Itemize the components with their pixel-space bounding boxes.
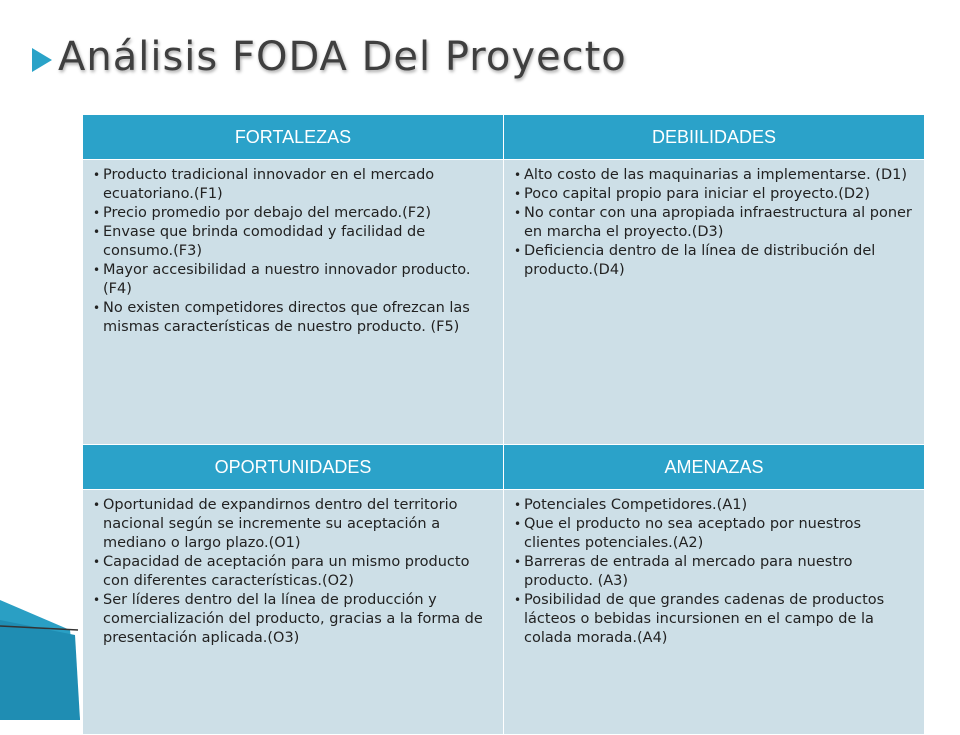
header-oportunidades: OPORTUNIDADES <box>83 445 504 490</box>
page-title: Análisis FODA Del Proyecto <box>58 34 627 80</box>
list-item: • No contar con una apropiada infraestructura al poner en marcha el proyecto.(D3) <box>524 204 916 242</box>
header-debilidades: DEBIILIDADES <box>504 115 925 160</box>
list-item: • Mayor accesibilidad a nuestro innovador producto.(F4) <box>103 261 495 299</box>
list-item: • Oportunidad de expandirnos dentro del territorio nacional según se incremente su aceptación a mediano o largo plazo.(O1) <box>103 496 495 553</box>
list-debilidades <box>514 166 916 280</box>
cell-amenazas <box>504 490 925 735</box>
list-item: • Producto tradicional innovador en el mercado ecuatoriano.(F1) <box>103 166 495 204</box>
list-fortalezas <box>93 166 495 337</box>
list-item: • Deficiencia dentro de la línea de distribución del producto.(D4) <box>524 242 916 280</box>
list-item: • Posibilidad de que grandes cadenas de productos lácteos o bebidas incursionen en el campo de la colada morada.(A4) <box>524 591 916 648</box>
list-item: • Ser líderes dentro del la línea de producción y comercialización del producto, gracias a la forma de presentación aplicada.(O3) <box>103 591 495 648</box>
list-amenazas <box>514 496 916 648</box>
cell-fortalezas <box>83 160 504 445</box>
list-item: • Barreras de entrada al mercado para nuestro producto. (A3) <box>524 553 916 591</box>
decorative-swoosh <box>0 590 80 720</box>
header-fortalezas: FORTALEZAS <box>83 115 504 160</box>
title-bar <box>0 0 960 100</box>
cell-debilidades <box>504 160 925 445</box>
header-amenazas: AMENAZAS <box>504 445 925 490</box>
cell-oportunidades <box>83 490 504 735</box>
list-item: • Capacidad de aceptación para un mismo producto con diferentes características.(O2) <box>103 553 495 591</box>
list-item: • Poco capital propio para iniciar el proyecto.(D2) <box>524 185 916 204</box>
list-item: • No existen competidores directos que ofrezcan las mismas características de nuestro producto. (F5) <box>103 299 495 337</box>
list-oportunidades <box>93 496 495 648</box>
foda-table <box>82 114 925 735</box>
list-item: • Potenciales Competidores.(A1) <box>524 496 916 515</box>
list-item: • Que el producto no sea aceptado por nuestros clientes potenciales.(A2) <box>524 515 916 553</box>
list-item: • Precio promedio por debajo del mercado.(F2) <box>103 204 495 223</box>
arrow-bullet-icon <box>32 48 52 72</box>
list-item: • Alto costo de las maquinarias a implementarse. (D1) <box>524 166 916 185</box>
list-item: • Envase que brinda comodidad y facilidad de consumo.(F3) <box>103 223 495 261</box>
